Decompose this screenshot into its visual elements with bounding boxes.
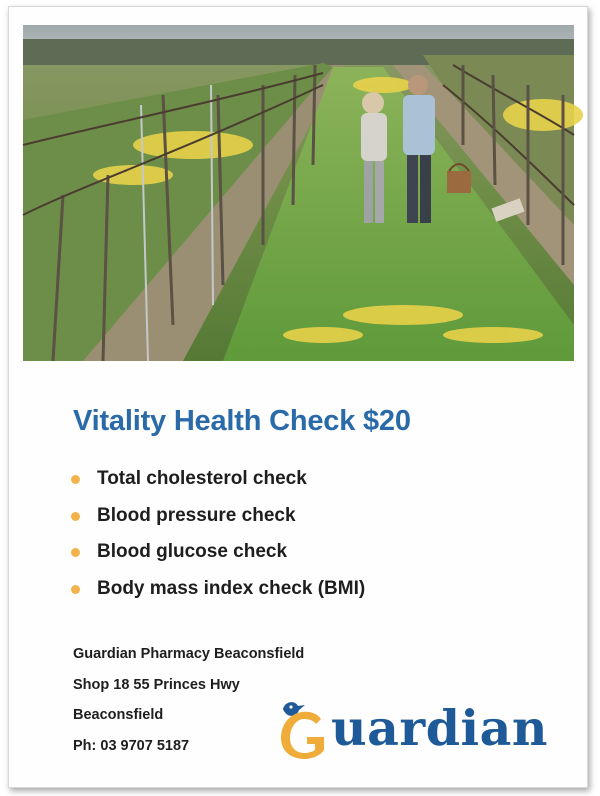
logo-initial: G <box>271 682 284 699</box>
pharmacy-contact <box>73 645 304 767</box>
bullet-icon <box>71 585 80 594</box>
guardian-logo <box>271 682 551 763</box>
list-item <box>71 506 365 543</box>
check-label: Blood pressure check <box>97 504 296 526</box>
health-check-flyer <box>8 6 588 788</box>
check-label: Total cholesterol check <box>97 468 307 489</box>
health-check-list <box>71 469 365 615</box>
check-label: Blood glucose check <box>97 541 288 562</box>
pharmacy-address: Shop 18 55 Princes Hwy <box>73 676 240 693</box>
list-item <box>71 579 365 616</box>
bullet-icon <box>71 548 80 557</box>
logo-wordmark: uardian <box>331 699 548 757</box>
check-label: Body mass index check (BMI) <box>97 577 366 599</box>
headline: Vitality Health Check $20 <box>73 405 411 437</box>
pharmacy-phone: Ph: 03 9707 5187 <box>73 737 190 754</box>
bullet-icon <box>71 512 80 521</box>
list-item <box>71 542 365 579</box>
bullet-icon <box>71 475 80 484</box>
list-item <box>71 469 365 506</box>
vineyard-couple-photo <box>23 25 574 361</box>
pharmacy-name: Guardian Pharmacy Beaconsfield <box>73 646 305 662</box>
pharmacy-suburb: Beaconsfield <box>73 707 164 723</box>
